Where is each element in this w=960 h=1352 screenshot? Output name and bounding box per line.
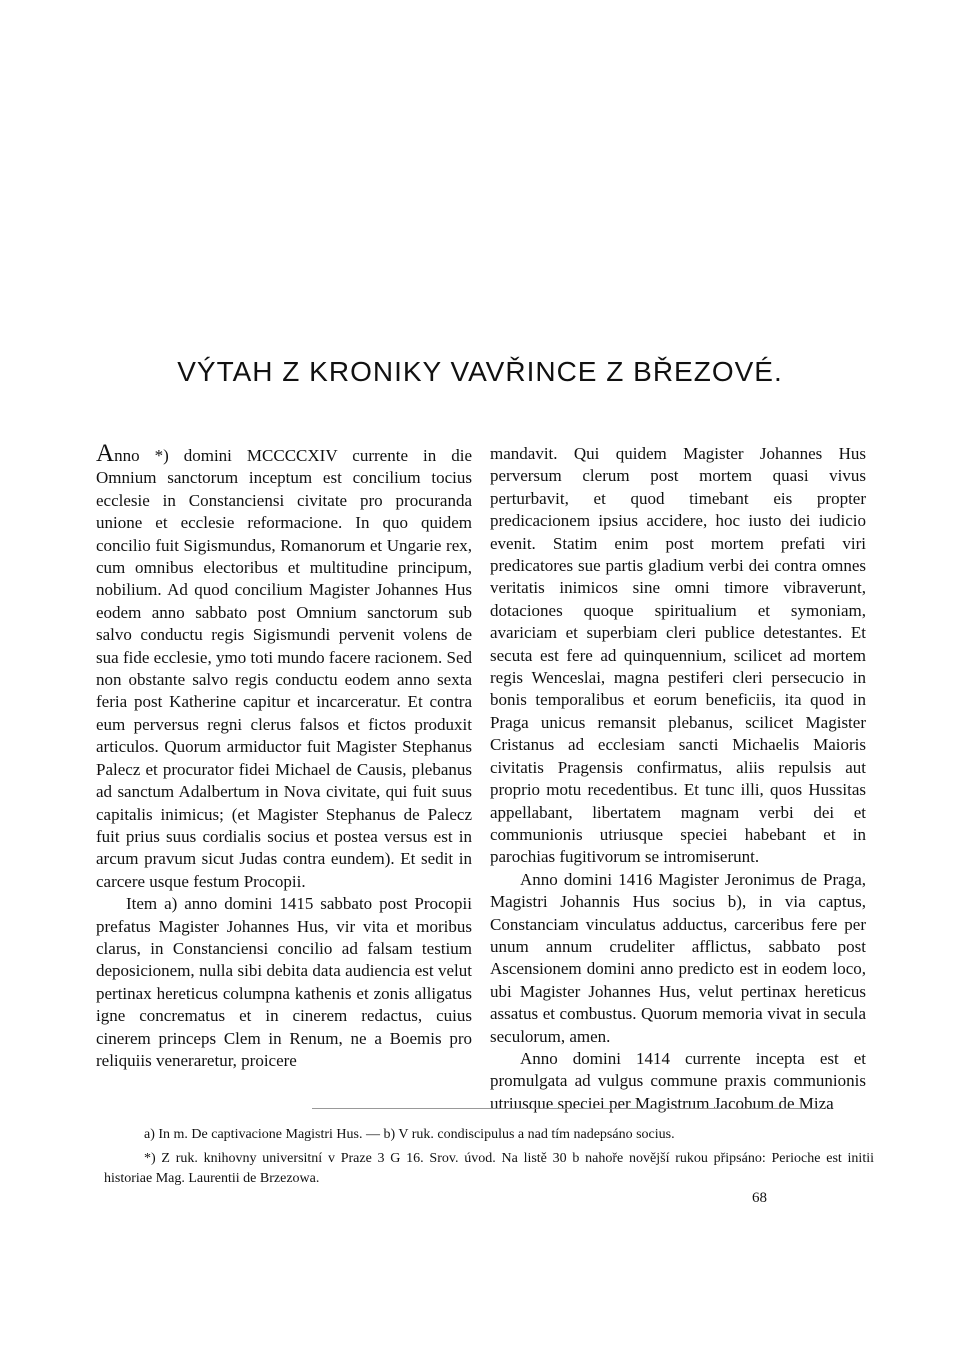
paragraph-mandavit: mandavit. Qui quidem Magister Johannes Hus perversum clerum post mortem quasi vivus perturbavit, et quod timebant eis propter predicacionem ipsius accidere, hoc iusto dei iudicio evenit. Statim enim post mortem prefati viri predicatores sue partis gladium verbi dei contra omnes veritatis inimicos sine omni timore vibraverunt, dotaciones quoque spiritualium et symoniam, avariciam et superbiam cleri publice detestantes. Et secuta est fere ad quinquennium, scilicet ad mortem regis Wenceslai, magna pestiferi cleri persecucio in bonis temporalibus et eorum beneficiis, ita quod in Praga unicus remansit plebanus, scilicet Magister Cristanus ad ecclesiam sancti Michaelis Maioris civitatis Pragensis confirmatus, aliis repulsis aut proprio motu recedentibus. Et tunc illi, quos Hussitas appellabant, libertatem magnam verbi dei et communionis utriusque speciei habebant et in parochias fugitivorum se intromiserunt.: [490, 444, 866, 867]
footnote-a-b: a) In m. De captivacione Magistri Hus. — b) V ruk. condiscipulus a nad tím nadepsáno socius.: [144, 1127, 675, 1142]
footnotes: [104, 1125, 874, 1193]
left-column: [96, 440, 472, 1072]
page-title: VÝTAH Z KRONIKY VAVŘINCE Z BŘEZOVÉ.: [177, 356, 783, 387]
footnote-divider: [312, 1108, 822, 1109]
drop-cap: A: [96, 440, 115, 467]
page-number: 68: [752, 1190, 767, 1206]
paragraph-anno-1416: Anno domini 1416 Magister Jeronimus de Praga, Magistri Johannis Hus socius b), in via captus, Constanciam vinculatus adductus, carceribus fere per unum annum crudeliter afflictus, sabbato post Ascensionem domini anno predicto est in eodem loco, ubi Magister Johannes Hus, velut pertinax hereticus assatus et combustus. Quorum memoria vivat in secula seculorum, amen.: [490, 869, 866, 1046]
paragraph-anno-1414-communion: Anno domini 1414 currente incepta est et promulgata ad vulgus commune praxis communionis utriusque speciei per Magistrum Jacobum de Miza: [490, 1048, 866, 1113]
right-column: [490, 443, 866, 1115]
paragraph-anno-1414: [96, 440, 472, 893]
footnote-star: *) Z ruk. knihovny universitní v Praze 3 G 16. Srov. úvod. Na listě 30 b nahoře novější rukou připsáno: Perioche est initii historiae Mag. Laurentii de Brzezowa.: [104, 1151, 874, 1186]
paragraph-text: nno *) domini MCCCCXIV currente in die Omnium sanctorum inceptum est concilium tocius ecclesie in Constanciensi civitate pro procuranda unione et ecclesie reformacione. In quo quidem concilio fuit Sigismundus, Romanorum et Ungarie rex, cum omnibus electoribus et multitudine principum, nobilium. Ad quod concilium Magister Johannes Hus eodem anno sabbato post Omnium sanctorum sub salvo conductu regis Sigismundi pervenit volens de sua fide ecclesie, ymo toti mundo facere racionem. Sed non obstante salvo regis conductu eodem anno sexta feria post Katherine capitur et incarceratur. Et contra eum perversus regni clerus falsos et fictos produxit articulos. Quorum armiductor fuit Magister Stephanus Palecz et procurator fidei Michael de Causis, plebanus ad sanctum Adalbertum in Nova civitate, qui fuit suus capitalis inimicus; (et Magister Stephanus de Palecz fuit prius suus cordialis socius et postea versus est in arcum pravum sicut Judas contra eundem). Et sedit in carcere usque festum Procopii.: [96, 446, 472, 891]
paragraph-item-1415: Item a) anno domini 1415 sabbato post Procopii prefatus Magister Johannes Hus, vir vita et moribus clarus, in Constanciensi concilio ad falsam testium deposicionem, nulla sibi debita data audiencia est velut pertinax hereticus columpna kathenis et zonis alligatus igne concrematus et in cinerem redactus, cuius cinerem princeps Clem in Renum, ne a Boemis pro reliquiis veneraretur, proicere: [96, 894, 472, 1070]
